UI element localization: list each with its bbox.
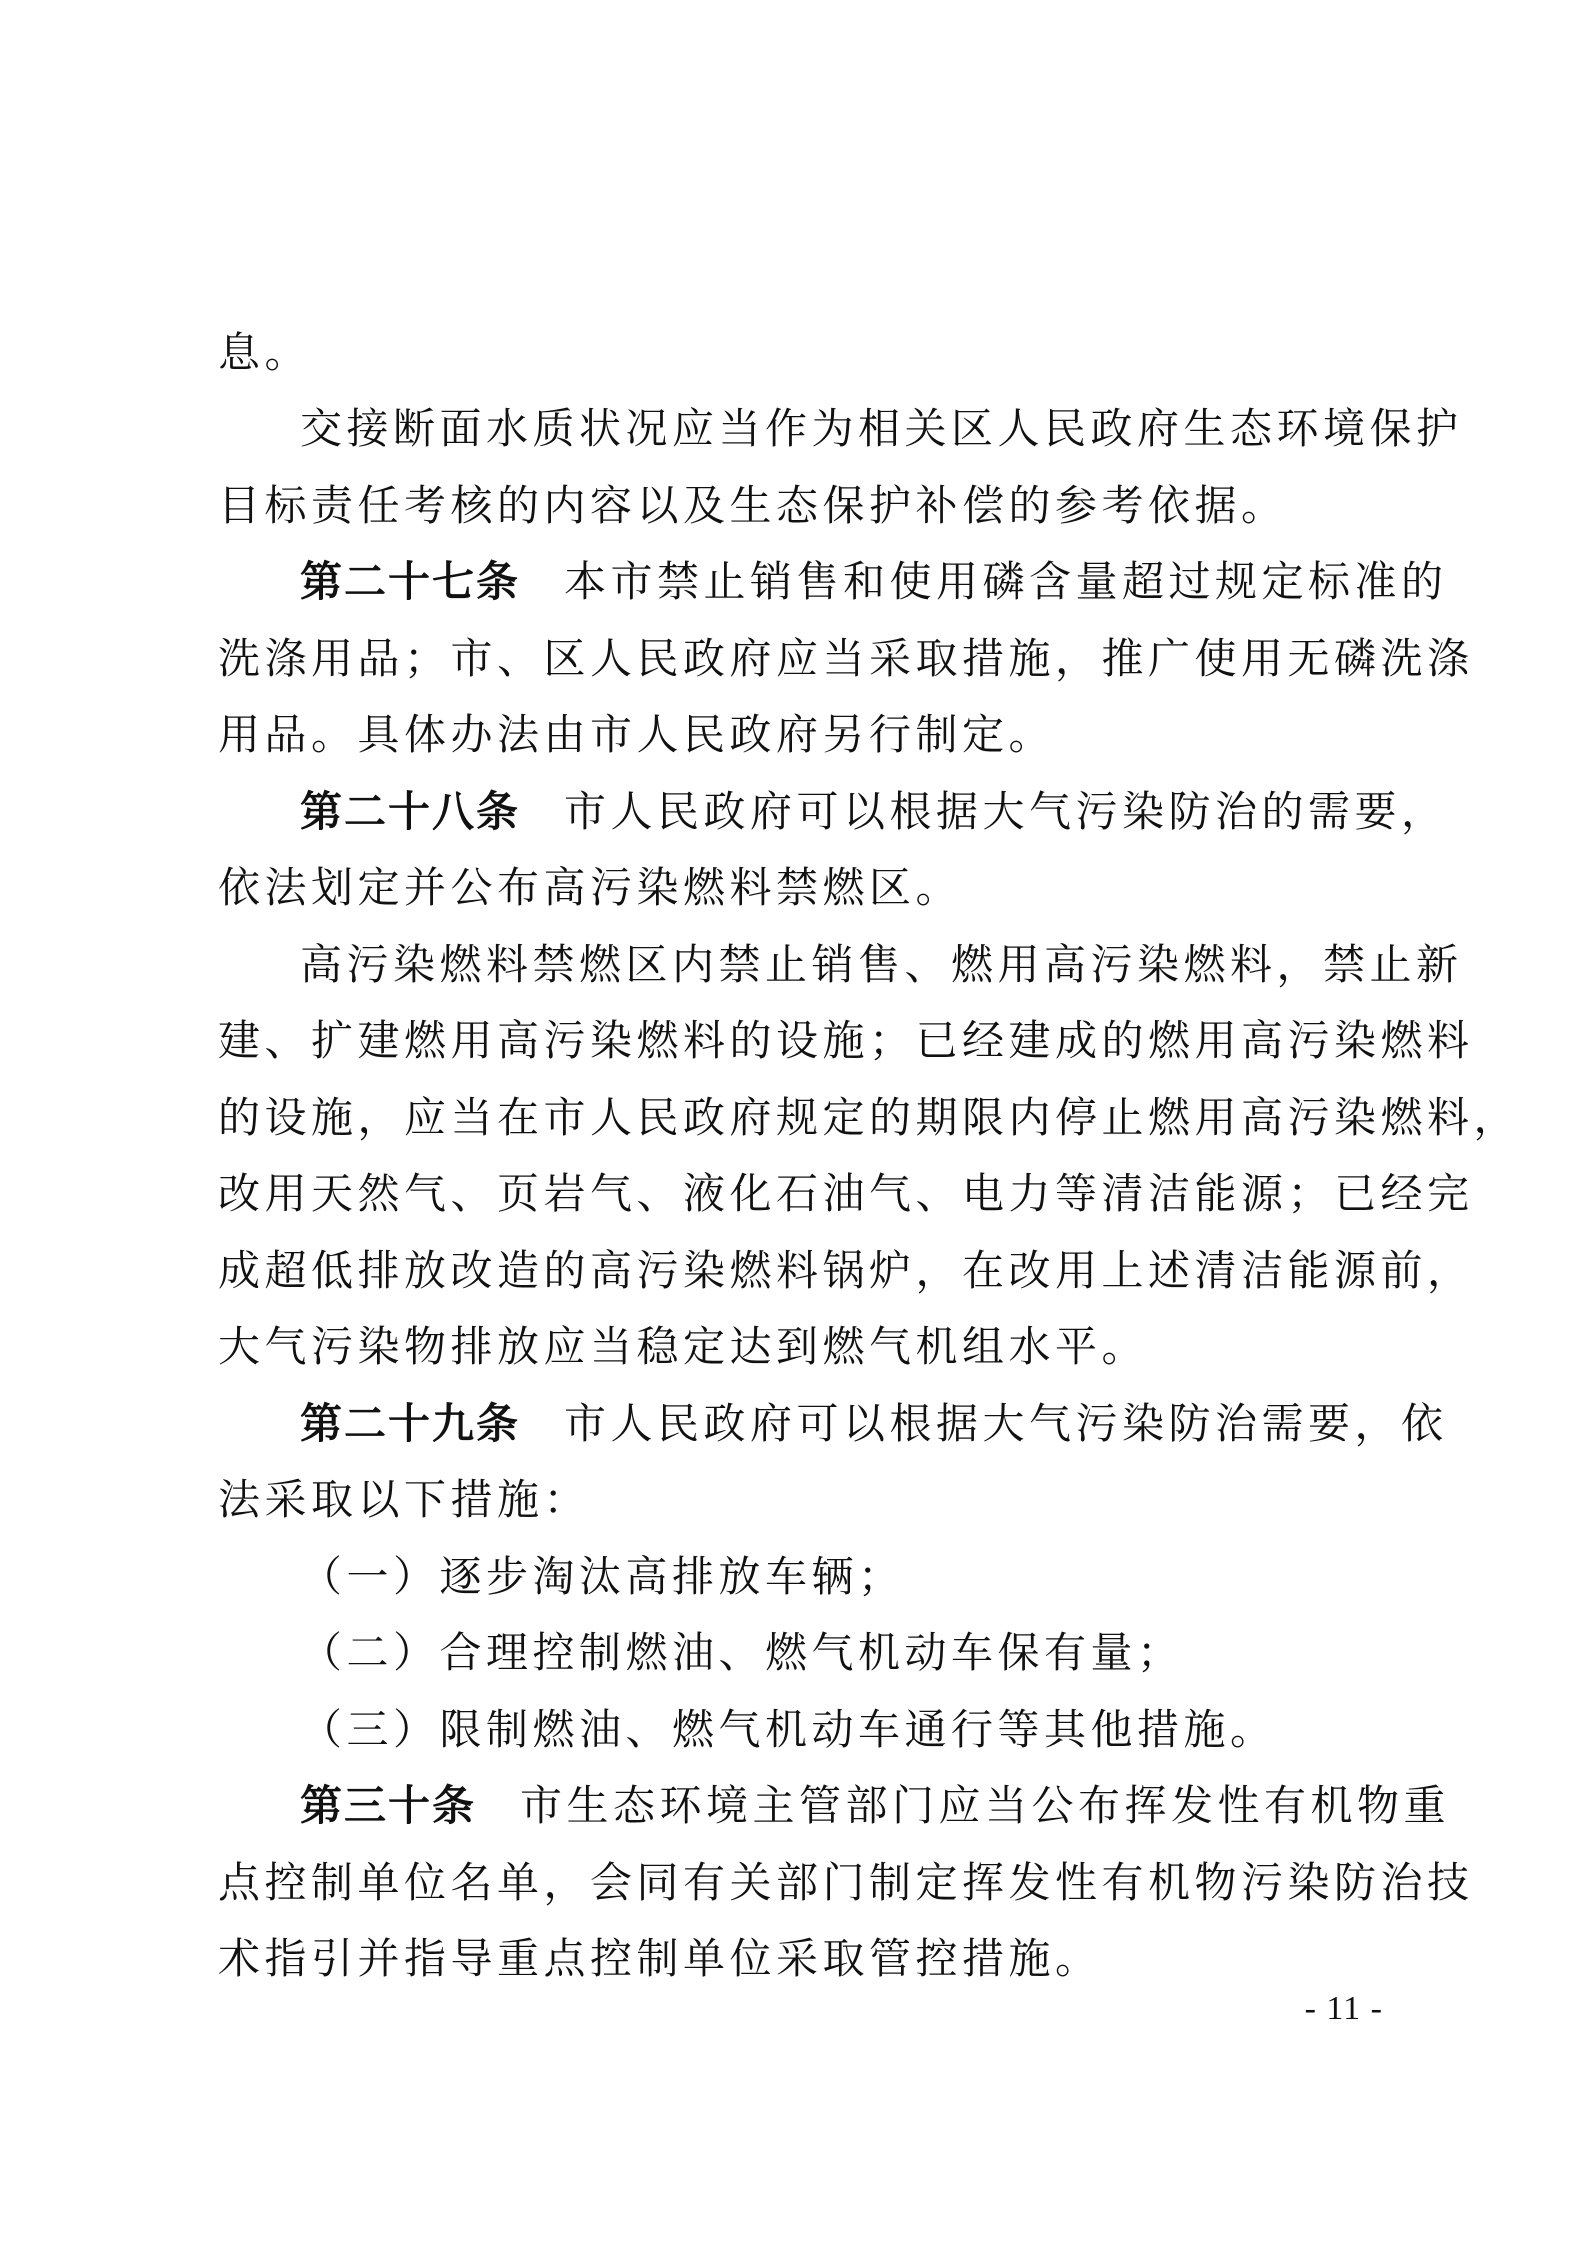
text-line: 本市禁止销售和使用磷含量超过规定标准的 bbox=[564, 557, 1448, 606]
text-line: 目标责任考核的内容以及生态保护补偿的参考依据。 bbox=[218, 481, 1288, 530]
article-heading: 第二十七条 bbox=[300, 557, 521, 606]
article-paragraph-start bbox=[300, 554, 1460, 610]
text-line: 市生态环境主管部门应当公布挥发性有机物重 bbox=[520, 1781, 1451, 1830]
article-paragraph-start bbox=[300, 1396, 1460, 1452]
text-line: 成超低排放改造的高污染燃料锅炉，在改用上述清洁能源前， bbox=[218, 1246, 1474, 1295]
text-line: 改用天然气、页岩气、液化石油气、电力等清洁能源；已经完 bbox=[218, 1169, 1474, 1218]
text-line: 交接断面水质状况应当作为相关区人民政府生态环境保护 bbox=[300, 404, 1463, 453]
list-item: （三）限制燃油、燃气机动车通行等其他措施。 bbox=[300, 1705, 1277, 1754]
page-number: - 11 - bbox=[1304, 1990, 1383, 2027]
text-line: 的设施，应当在市人民政府规定的期限内停止燃用高污染燃料， bbox=[218, 1093, 1521, 1142]
list-item: （二）合理控制燃油、燃气机动车保有量； bbox=[300, 1628, 1184, 1677]
article-heading: 第二十九条 bbox=[300, 1399, 521, 1448]
article-heading: 第二十八条 bbox=[300, 787, 521, 836]
text-line: 依法划定并公布高污染燃料禁燃区。 bbox=[218, 863, 963, 912]
list-item: （一）逐步淘汰高排放车辆； bbox=[300, 1552, 905, 1601]
text-line: 洗涤用品；市、区人民政府应当采取措施，推广使用无磷洗涤 bbox=[218, 634, 1474, 683]
article-paragraph-start bbox=[300, 784, 1460, 840]
text-line: 用品。具体办法由市人民政府另行制定。 bbox=[218, 710, 1056, 759]
text-line: 息。 bbox=[218, 328, 312, 377]
text-line: 术指引并指导重点控制单位采取管控措施。 bbox=[218, 1934, 1102, 1983]
text-line: 建、扩建燃用高污染燃料的设施；已经建成的燃用高污染燃料 bbox=[218, 1016, 1474, 1065]
text-line: 点控制单位名单，会同有关部门制定挥发性有机物污染防治技 bbox=[218, 1858, 1474, 1907]
article-heading: 第三十条 bbox=[300, 1781, 477, 1830]
text-line: 高污染燃料禁燃区内禁止销售、燃用高污染燃料，禁止新 bbox=[300, 940, 1463, 989]
text-line: 大气污染物排放应当稳定达到燃气机组水平。 bbox=[218, 1322, 1149, 1371]
text-line: 市人民政府可以根据大气污染防治需要，依 bbox=[564, 1399, 1448, 1448]
text-line: 法采取以下措施： bbox=[218, 1475, 591, 1524]
text-line: 市人民政府可以根据大气污染防治的需要， bbox=[564, 787, 1448, 836]
article-paragraph-start bbox=[300, 1778, 1460, 1834]
